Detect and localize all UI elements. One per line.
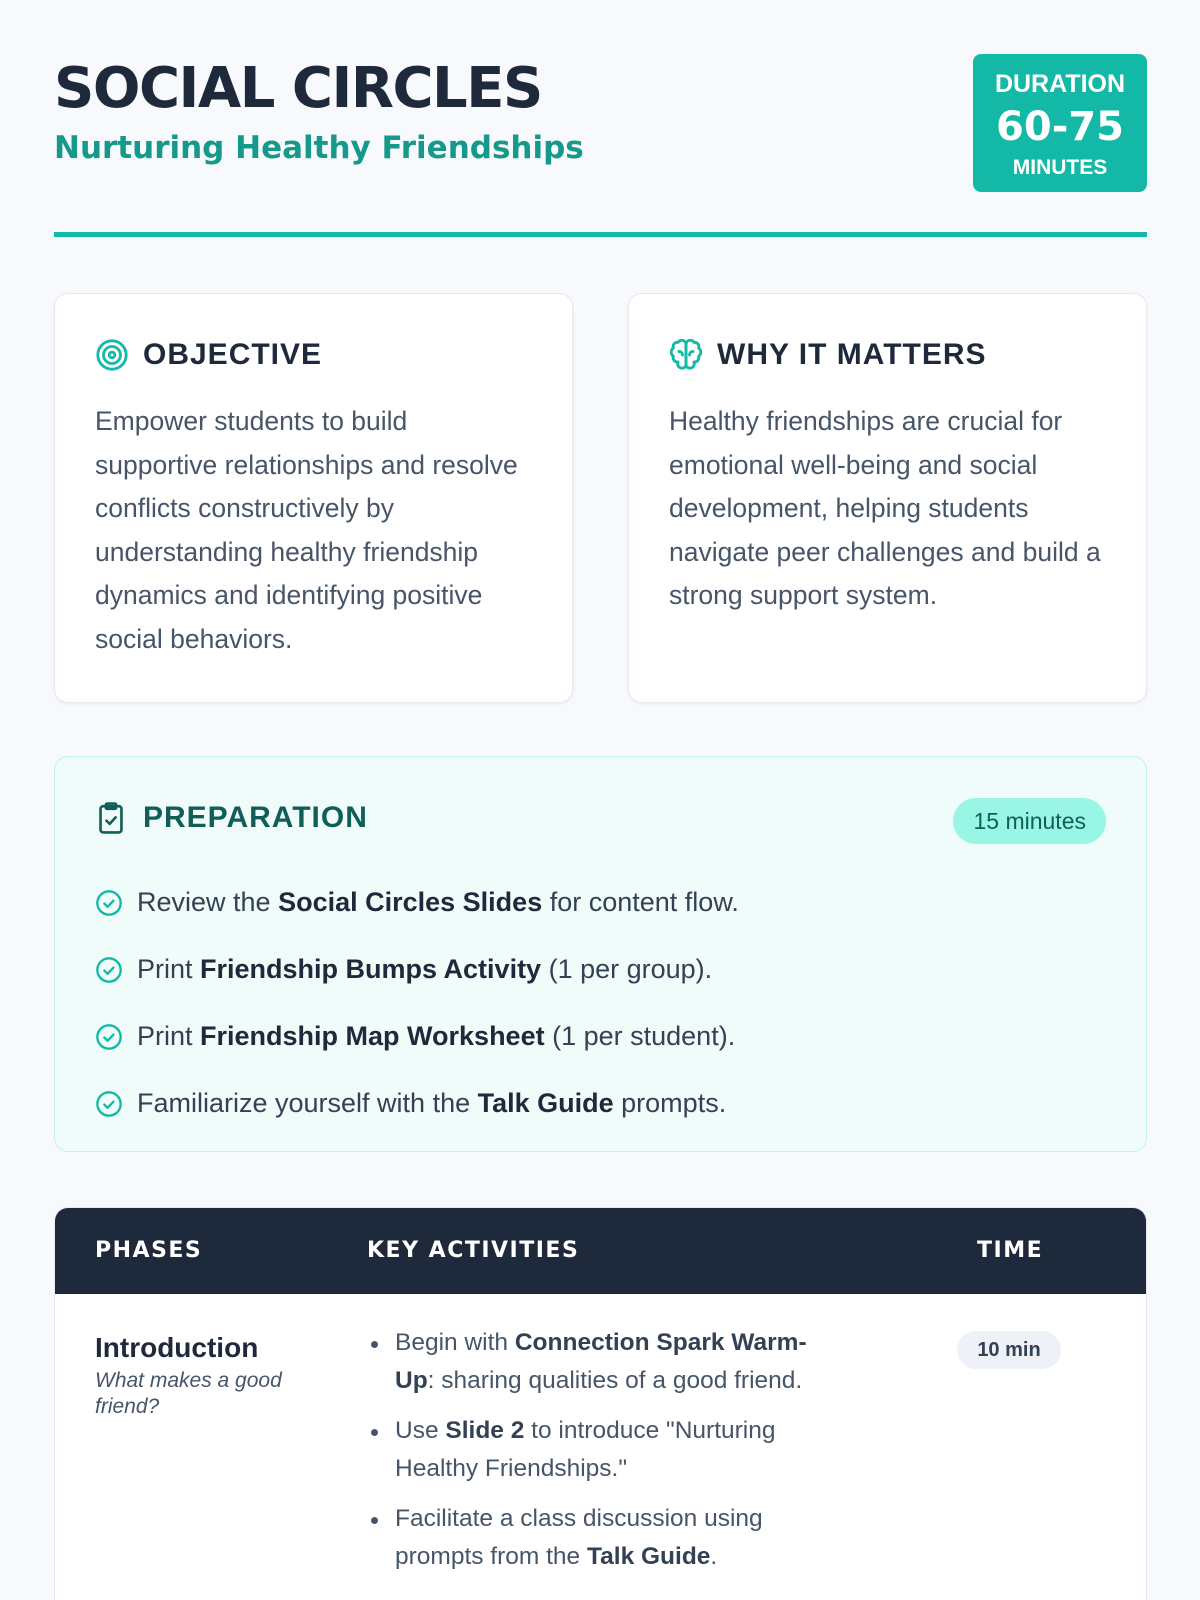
preparation-title: PREPARATION (143, 801, 368, 834)
preparation-header (95, 801, 368, 835)
objective-title: OBJECTIVE (143, 338, 323, 371)
column-header-time: TIME (977, 1238, 1044, 1263)
duration-badge (973, 54, 1147, 192)
activity-item: Begin with Connection Spark Warm-Up: sharing qualities of a good friend. (367, 1324, 837, 1400)
why-header (669, 338, 987, 372)
info-cards (54, 293, 1147, 703)
prep-text: Review the Social Circles Slides for content flow. (137, 887, 739, 917)
table-header (55, 1208, 1146, 1294)
page-subtitle: Nurturing Healthy Friendships (54, 130, 584, 166)
column-header-phases: PHASES (95, 1238, 203, 1263)
activity-list (367, 1324, 837, 1588)
preparation-section (54, 756, 1147, 1152)
objective-card (54, 293, 573, 703)
phase-question: What makes a good friend? (95, 1369, 282, 1418)
duration-value: 60-75 (996, 104, 1124, 150)
activity-item: Use Slide 2 to introduce "Nurturing Healthy Friendships." (367, 1412, 837, 1488)
check-circle-icon (95, 956, 123, 984)
prep-text: Print Friendship Map Worksheet (1 per student). (137, 1021, 736, 1051)
why-it-matters-card (628, 293, 1147, 703)
column-header-activities: KEY ACTIVITIES (367, 1238, 580, 1263)
why-text: Healthy friendships are crucial for emotional well-being and social development, helping students navigate peer challenges and build a strong support system. (669, 406, 1101, 610)
list-item (95, 869, 739, 936)
phases-table (54, 1207, 1147, 1600)
prep-text: Print Friendship Bumps Activity (1 per group). (137, 954, 713, 984)
preparation-list (95, 869, 739, 1137)
duration-unit: MINUTES (1012, 156, 1108, 179)
objective-header (95, 338, 322, 372)
duration-label: DURATION (994, 70, 1126, 98)
target-icon (95, 338, 129, 372)
lesson-page (54, 0, 1147, 1570)
why-title: WHY IT MATTERS (717, 338, 987, 371)
check-circle-icon (95, 1090, 123, 1118)
brain-icon (669, 338, 703, 372)
page-header (54, 0, 1147, 240)
page-title: SOCIAL CIRCLES (54, 56, 542, 121)
check-circle-icon (95, 1023, 123, 1051)
header-divider (54, 232, 1147, 237)
prep-text: Familiarize yourself with the Talk Guide prompts. (137, 1088, 727, 1118)
phase-time-badge: 10 min (957, 1331, 1061, 1369)
preparation-time-badge: 15 minutes (953, 798, 1106, 844)
activity-item: Facilitate a class discussion using prompts from the Talk Guide. (367, 1500, 837, 1576)
check-circle-icon (95, 889, 123, 917)
objective-text: Empower students to build supportive relationships and resolve conflicts constructively by understanding healthy friendship dynamics and identifying positive social behaviors. (95, 406, 518, 654)
clipboard-check-icon (95, 801, 127, 835)
phase-name: Introduction (95, 1332, 259, 1363)
list-item (95, 936, 739, 1003)
list-item (95, 1003, 739, 1070)
list-item (95, 1070, 739, 1137)
